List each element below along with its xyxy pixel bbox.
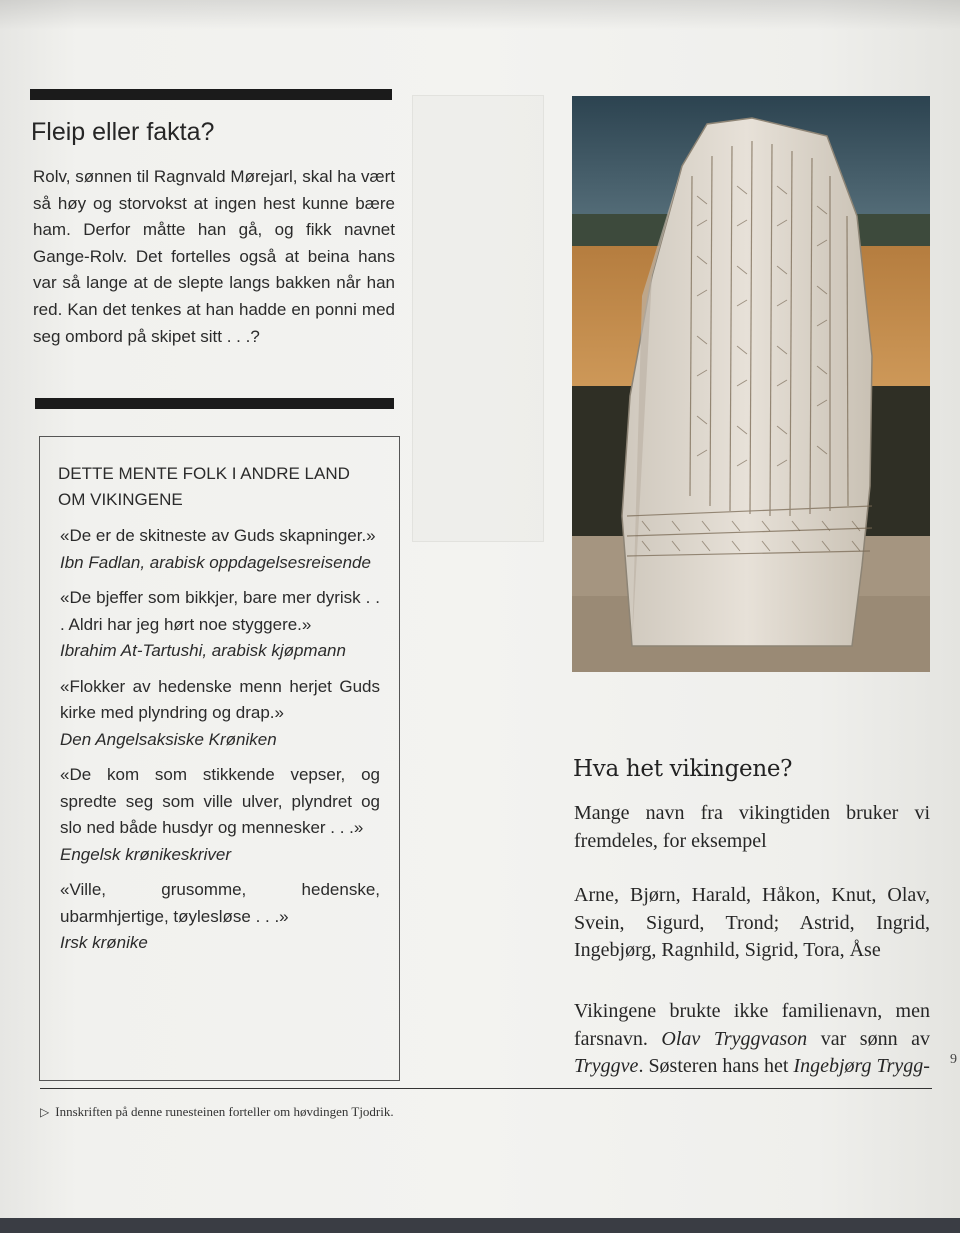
show-through-column: [412, 95, 544, 542]
quote-text: «De kom som stikkende vepser, og spredte seg som ville ulver, plyndret og slo ned både husdyr og mennesker . . .»: [60, 765, 380, 837]
quotes-heading: DETTE MENTE FOLK I ANDRE LAND OM VIKINGENE: [58, 464, 350, 509]
text-run: var sønn av: [807, 1027, 931, 1050]
quote-source: Ibn Fadlan, arabisk oppdagelsesreisende: [60, 552, 371, 572]
mid-rule: [35, 398, 394, 409]
quote-source: Ibrahim At-Tartushi, arabisk kjøpmann: [60, 641, 346, 660]
top-rule: [30, 89, 392, 100]
page-number: 9: [950, 1052, 957, 1067]
article-intro: Mange navn fra vikingtiden bruker vi fremdeles, for eksempel: [574, 802, 930, 852]
quote-source: Irsk krønike: [60, 933, 148, 952]
name-italic: Tryggve: [574, 1055, 639, 1077]
name-italic: Olav Tryggvason: [661, 1027, 808, 1050]
quote-text: «Ville, grusomme, hedenske, ubarmhjertige, tøylesløse . . .»: [60, 880, 380, 926]
triangle-marker-icon: ▷: [40, 1105, 50, 1119]
fact-box-title: Fleip eller fakta?: [31, 118, 215, 146]
quote-source: Engelsk krønikeskriver: [60, 844, 231, 864]
quotes-box: [39, 436, 400, 1081]
quote-item: [60, 877, 380, 957]
page-shadow: [0, 0, 960, 30]
runestone-illustration: [572, 96, 930, 672]
article-paragraph: [574, 998, 930, 1081]
quote-text: «Flokker av hedenske menn herjet Guds kirke med plyndring og drap.»: [60, 676, 380, 722]
quote-item: [60, 674, 380, 754]
quote-list: [60, 523, 380, 966]
text-run: . Søsteren hans het: [638, 1055, 794, 1077]
quote-text: «De bjeffer som bikkjer, bare mer dyrisk . . . Aldri har jeg hørt noe styggere.»: [60, 588, 380, 634]
quote-item: [60, 585, 380, 665]
photo-caption: [40, 1104, 394, 1120]
bottom-rule: [40, 1088, 932, 1089]
text-run: Vikingene brukte ikke familienavn, men farsnavn.: [574, 1000, 930, 1050]
article-names: Arne, Bjørn, Harald, Håkon, Knut, Olav, Svein, Sigurd, Trond; Astrid, Ingrid, Ingebjørg, Ragnhild, Sigrid, Tora, Åse: [574, 884, 930, 961]
fact-box-body: Rolv, sønnen til Ragnvald Mørejarl, skal ha vært så høy og storvokst at ingen hest kunne bære ham. Derfor måtte han gå, og fikk navnet Gange-Rolv. Det fortelles også at beina hans var så lange at de slepte langs bakken når han red. Kan det tenkes at han hadde en ponni med seg ombord på skipet sitt . . .?: [33, 167, 395, 346]
name-italic: Ingebjørg Trygg-: [793, 1055, 930, 1077]
caption-text: Innskriften på denne runesteinen forteller om høvdingen Tjodrik.: [55, 1104, 394, 1119]
quote-item: [60, 762, 380, 868]
quote-source: Den Angelsaksiske Krøniken: [60, 729, 277, 749]
quote-item: [60, 523, 380, 576]
runestone-photo: [572, 96, 930, 672]
quote-text: «De er de skitneste av Guds skapninger.»: [60, 526, 376, 545]
article-heading: Hva het vikingene?: [573, 756, 793, 782]
